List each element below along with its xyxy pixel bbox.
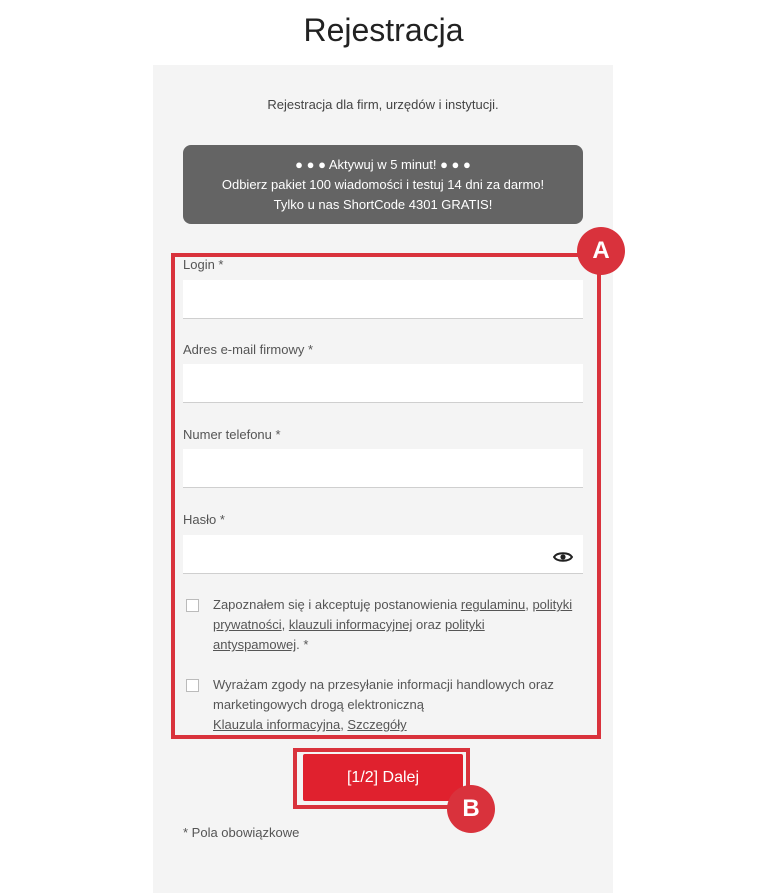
annotation-badge-b: B <box>447 785 495 833</box>
marketing-consent-separator: , <box>340 717 348 732</box>
details-link[interactable]: Szczegóły <box>347 717 407 732</box>
promo-line-3: Tylko u nas ShortCode 4301 GRATIS! <box>273 197 493 212</box>
privacy-policy-link[interactable]: polityki prywatności <box>213 597 573 632</box>
login-label: Login * <box>183 257 224 272</box>
terms-consent-separator: oraz <box>412 617 445 632</box>
marketing-checkbox[interactable] <box>186 679 199 692</box>
required-fields-note: * Pola obowiązkowe <box>183 825 300 840</box>
password-input[interactable] <box>183 535 583 574</box>
promo-line-1: ● ● ● Aktywuj w 5 minut! ● ● ● <box>295 157 471 172</box>
marketing-info-clause-link[interactable]: Klauzula informacyjna <box>213 717 341 732</box>
info-clause-link[interactable]: klauzuli informacyjnej <box>288 617 413 632</box>
terms-consent-separator: , <box>281 617 289 632</box>
password-label: Hasło * <box>183 512 225 527</box>
terms-link[interactable]: regulaminu <box>460 597 526 612</box>
eye-icon[interactable] <box>553 550 573 564</box>
terms-checkbox[interactable] <box>186 599 199 612</box>
terms-consent-prefix: Zapoznałem się i akceptuję postanowienia <box>213 597 461 612</box>
terms-consent-text <box>213 595 573 655</box>
terms-consent-suffix: . * <box>296 637 309 652</box>
phone-input[interactable] <box>183 449 583 488</box>
antispam-policy-link[interactable]: polityki antyspamowej <box>213 617 485 652</box>
page-title: Rejestracja <box>303 12 464 48</box>
login-input[interactable] <box>183 280 583 319</box>
annotation-badge-a: A <box>577 227 625 275</box>
registration-panel <box>153 65 613 893</box>
next-step-button[interactable]: [1/2] Dalej <box>303 754 463 801</box>
email-label: Adres e-mail firmowy * <box>183 342 314 357</box>
marketing-consent-label: Wyrażam zgody na przesyłanie informacji handlowych oraz marketingowych drogą elektroniczną <box>213 677 554 712</box>
terms-consent-separator: , <box>525 597 533 612</box>
page-subtitle: Rejestracja dla firm, urzędów i instytucji. <box>267 97 499 112</box>
promo-banner <box>183 145 583 224</box>
promo-line-2: Odbierz pakiet 100 wiadomości i testuj 14 dni za darmo! <box>221 177 545 192</box>
email-input[interactable] <box>183 364 583 403</box>
marketing-consent-text <box>213 675 573 735</box>
phone-label: Numer telefonu * <box>183 427 281 442</box>
